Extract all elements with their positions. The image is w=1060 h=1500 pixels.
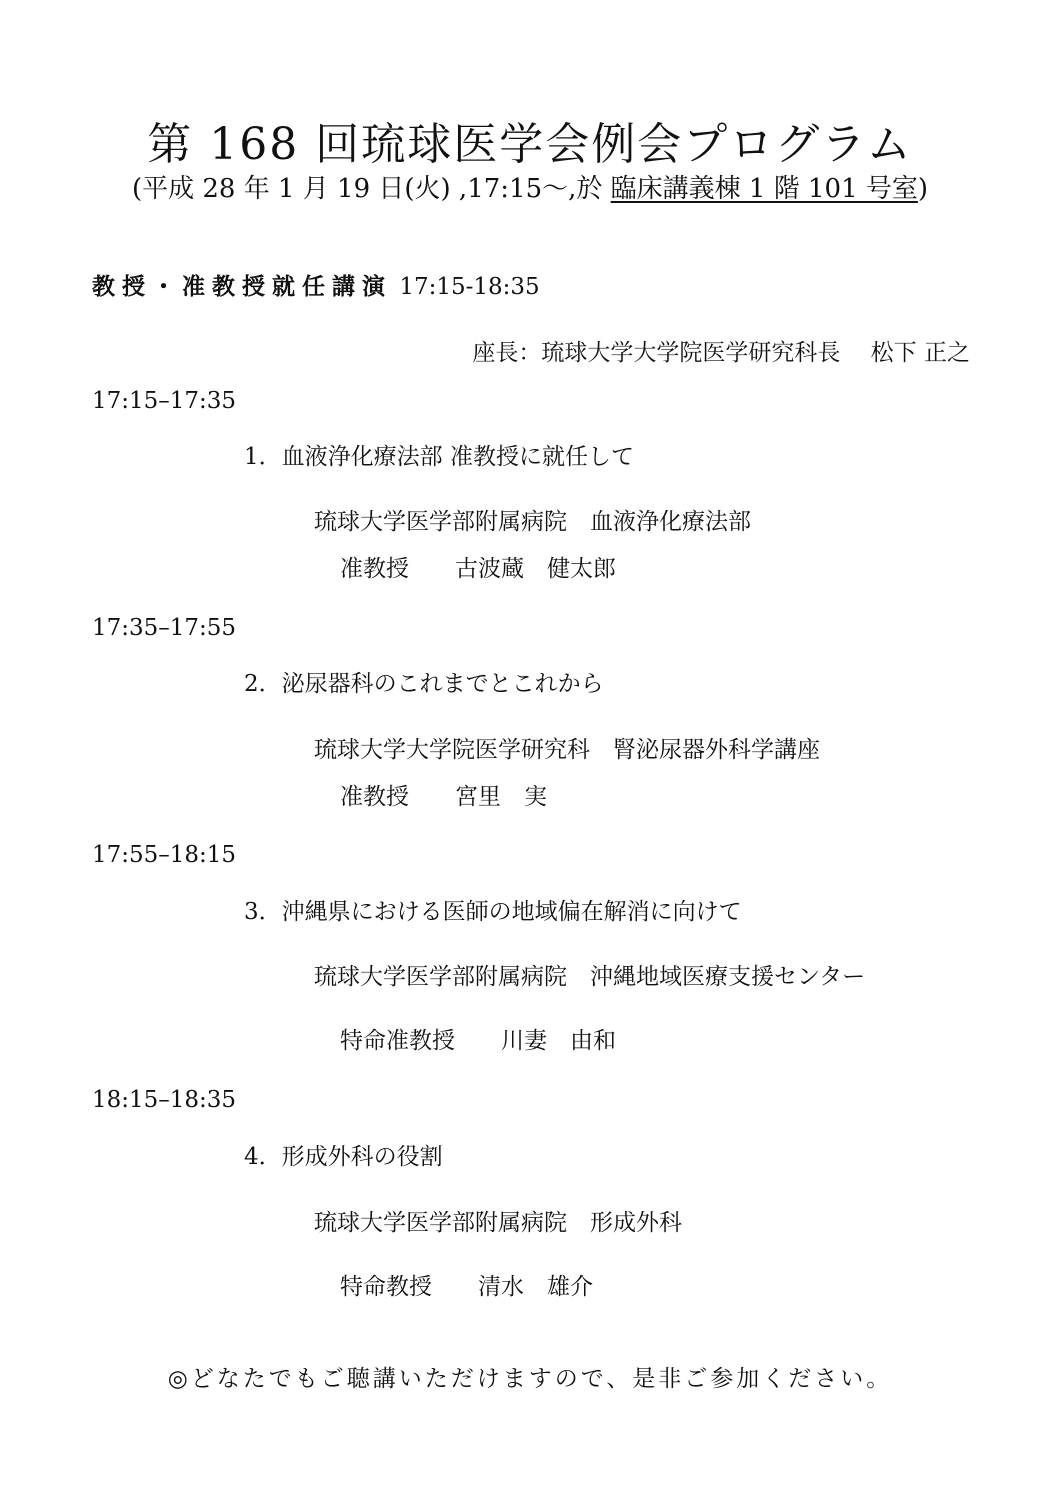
talk-title: 4．形成外科の役割 [244,1144,443,1170]
talk-title: 2．泌尿器科のこれまでとこれから [244,671,604,697]
talk-affiliation: 琉球大学医学部附属病院 血液浄化療法部 [314,509,751,535]
talk-affiliation: 琉球大学医学部附属病院 形成外科 [314,1210,682,1236]
talk-affiliation: 琉球大学大学院医学研究科 腎泌尿器外科学講座 [314,737,820,763]
talk-title: 1．血液浄化療法部 准教授に就任して [244,444,634,470]
section-title: 教授・准教授就任講演 [92,274,392,300]
talk-affiliation: 琉球大学医学部附属病院 沖縄地域医療支援センター [314,964,866,990]
talk-time: 17:15–17:35 [92,388,237,414]
event-details [0,168,1060,205]
talk-speaker: 准教授 宮里 実 [340,784,547,810]
talk-time: 18:15–18:35 [92,1087,237,1113]
section-time: 17:15-18:35 [399,274,540,300]
event-date-time: (平成 28 年 1 月 19 日(火) ,17:15～,於 [131,174,611,204]
event-details-close: ) [917,174,929,204]
talk-speaker: 特命准教授 川妻 由和 [340,1028,616,1054]
chairperson: 座長：琉球大学大学院医学研究科長 松下 正之 [472,340,970,366]
footer-note: ◎どなたでもご聴講いただけますので、是非ご参加ください。 [167,1366,893,1392]
section-heading [92,268,540,301]
talk-title: 3．沖縄県における医師の地域偏在解消に向けて [244,899,742,925]
talk-speaker: 特命教授 清水 雄介 [340,1274,593,1300]
page-title: 第 168 回琉球医学会例会プログラム [147,119,913,170]
talk-time: 17:35–17:55 [92,615,237,641]
talk-time: 17:55–18:15 [92,842,237,868]
event-venue: 臨床講義棟 1 階 101 号室 [610,174,918,204]
talk-speaker: 准教授 古波蔵 健太郎 [340,556,616,582]
